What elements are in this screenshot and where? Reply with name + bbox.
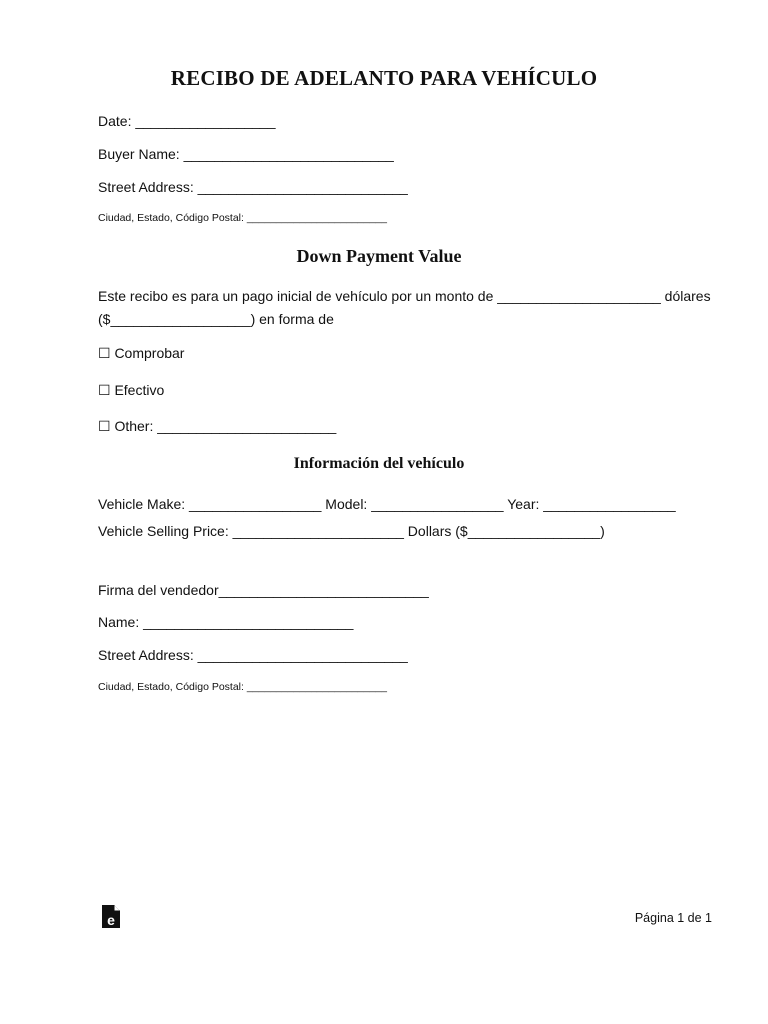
document-title: RECIBO DE ADELANTO PARA VEHÍCULO xyxy=(170,66,598,90)
seller-city-line: Ciudad, Estado, Código Postal: ________________________ xyxy=(98,681,387,693)
buyer-city-line: Ciudad, Estado, Código Postal: ________________________ xyxy=(98,212,387,224)
eforms-logo-icon xyxy=(101,905,121,929)
option-check-checkbox: ☐ Comprobar xyxy=(98,345,185,361)
svg-text:e: e xyxy=(107,912,115,928)
option-other-checkbox: ☐ Other: _______________________ xyxy=(98,418,337,434)
seller-street-line: Street Address: ___________________________ xyxy=(98,647,408,663)
vehicle-info-heading: Información del vehículo xyxy=(293,455,465,472)
buyer-street-line: Street Address: ___________________________ xyxy=(98,179,408,195)
seller-name-line: Name: ___________________________ xyxy=(98,614,354,630)
buyer-name-line: Buyer Name: ___________________________ xyxy=(98,146,394,162)
down-payment-line-2: ($__________________) en forma de xyxy=(98,311,334,327)
buyer-date-line: Date: __________________ xyxy=(98,113,276,129)
page-number: Página 1 de 1 xyxy=(634,911,712,925)
seller-signature-line: Firma del vendedor___________________________ xyxy=(98,582,429,598)
vehicle-price-line: Vehicle Selling Price: ______________________ Dollars ($_________________) xyxy=(98,523,605,539)
down-payment-line-1: Este recibo es para un pago inicial de vehículo por un monto de _____________________ dólares xyxy=(98,288,711,304)
vehicle-make-line: Vehicle Make: _________________ Model: _________________ Year: _________________ xyxy=(98,496,676,512)
down-payment-heading: Down Payment Value xyxy=(296,246,462,266)
option-cash-checkbox: ☐ Efectivo xyxy=(98,382,165,398)
